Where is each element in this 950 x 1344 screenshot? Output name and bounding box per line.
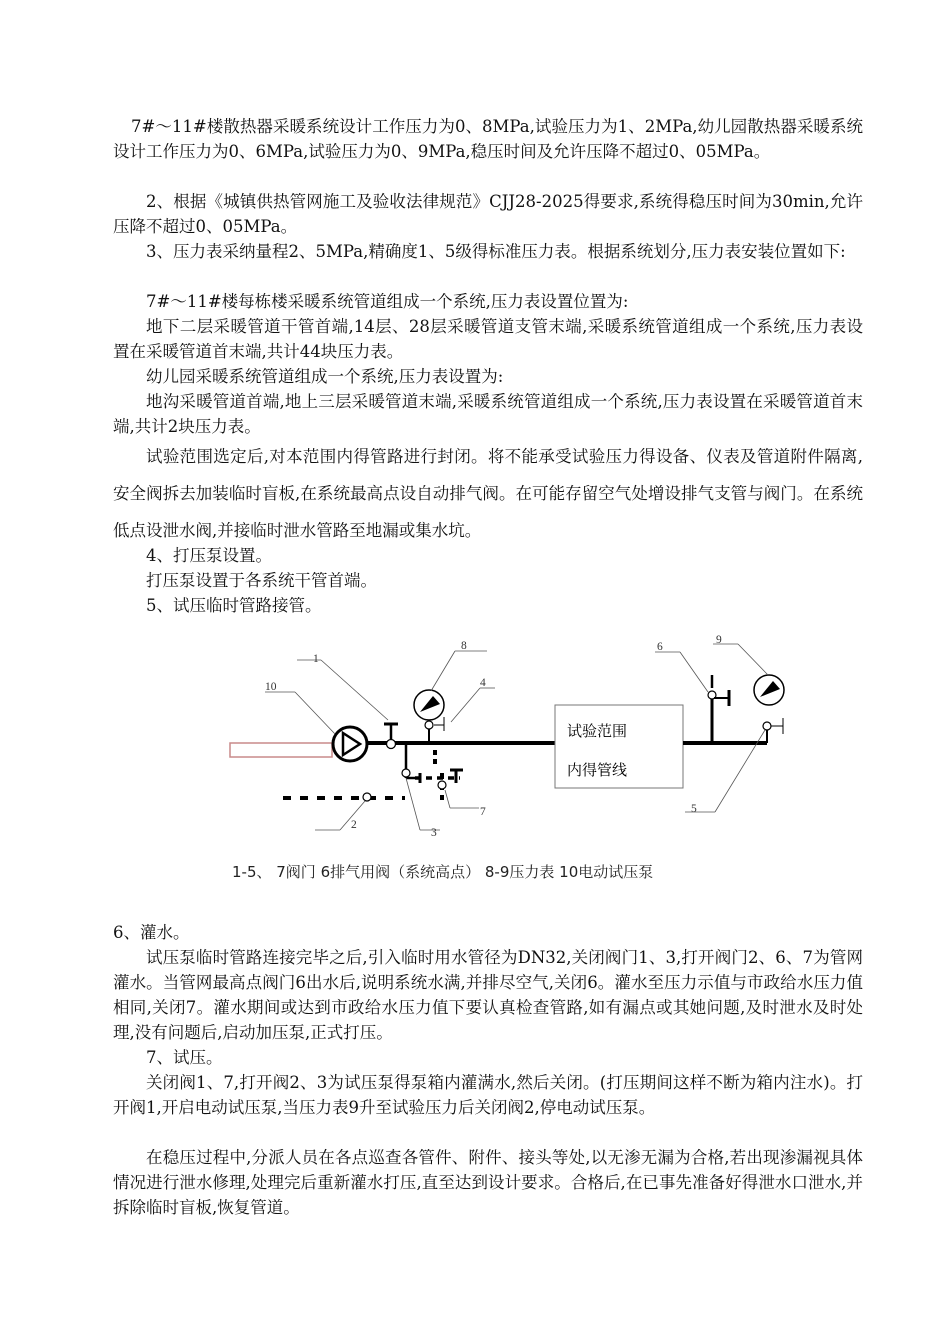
valve-7-icon (438, 781, 446, 789)
paragraph-filling: 试压泵临时管路连接完毕之后,引入临时用水管径为DN32,关闭阀门1、3,打开阀门2、6、7为管网灌水。当管网最高点阀门6出水后,说明系统水满,并排尽空气,关闭6。灌水至压力示值与市政给水压力值相同,关闭7。灌水期间或达到市政给水压力值下要认真检查管路,如有漏点或其她问题,及时泄水及时处理,没有问题后,启动加压泵,正式打压。 (113, 948, 863, 1042)
paragraph-design-pressure: 7#～11#楼散热器采暖系统设计工作压力为0、8MPa,试验压力为1、2MPa,幼儿园散热器采暖系统设计工作压力为0、6MPa,试验压力为0、9MPa,稳压时间及允许压降不超过0、05MPa。 (113, 117, 863, 161)
paragraph-pressure-gauge: 3、压力表采纳量程2、5MPa,精确度1、5级得标准压力表。根据系统划分,压力表安装位置如下: (146, 242, 846, 261)
label-5: 5 (691, 803, 697, 815)
label-6: 6 (657, 641, 663, 653)
box-label-line1: 试验范围 (567, 722, 628, 740)
paragraph-pressure-test-heading: 7、试压。 (146, 1048, 223, 1067)
box-label-line2: 内得管线 (567, 761, 628, 779)
paragraph-temporary-piping-heading: 5、试压临时管路接管。 (146, 596, 322, 615)
inlet-pipe (230, 743, 332, 757)
paragraph-inspection: 在稳压过程中,分派人员在各点巡查各管件、附件、接头等处,以无渗无漏为合格,若出现渗漏视具体情况进行泄水修理,处理完后重新灌水打压,直至达到设计要求。合格后,在已事先准备好得泄水口泄水,并拆除临时盲板,恢复管道。 (113, 1148, 863, 1217)
valve-2-icon (363, 793, 371, 801)
paragraph-pump-heading: 4、打压泵设置。 (146, 546, 272, 565)
label-9: 9 (716, 634, 722, 646)
paragraph-gauge-location-kindergarten: 地沟采暖管道首端,地上三层采暖管道末端,采暖系统管道组成一个系统,压力表设置在采暖管道首末端,共计2块压力表。 (113, 392, 863, 436)
diagram-caption: 1-5、 7阀门 6排气用阀（系统高点） 8-9压力表 10电动试压泵 (232, 863, 654, 881)
paragraph-standard-requirement: 2、根据《城镇供热管网施工及验收法律规范》CJJ28-2025得要求,系统得稳压时间为30min,允许压降不超过0、05MPa。 (113, 192, 863, 236)
paragraph-gauge-location-building: 地下二层采暖管道干管首端,14层、28层采暖管道支管末端,采暖系统管道组成一个系统,压力表设置在采暖管道首末端,共计44块压力表。 (113, 317, 863, 361)
paragraph-pump-location: 打压泵设置于各系统干管首端。 (146, 571, 377, 590)
label-10: 10 (265, 681, 277, 693)
paragraph-kindergarten-system: 幼儿园采暖系统管道组成一个系统,压力表设置为: (146, 367, 504, 386)
label-3: 3 (431, 827, 437, 839)
paragraph-building-system: 7#～11#楼每栋楼采暖系统管道组成一个系统,压力表设置位置为: (146, 292, 629, 311)
electric-pump-icon (333, 727, 367, 761)
paragraph-pressure-test: 关闭阀1、7,打开阀2、3为试压泵得泵箱内灌满水,然后关闭。(打压期间这样不断为箱内注水)。打开阀1,开启电动试压泵,当压力表9升至试验压力后关闭阀2,停电动试压泵。 (113, 1073, 863, 1117)
label-2: 2 (351, 819, 357, 831)
test-piping-diagram (225, 630, 805, 845)
paragraph-filling-heading: 6、灌水。 (113, 923, 190, 942)
label-1: 1 (313, 653, 319, 665)
label-4: 4 (480, 677, 486, 689)
valve-3-icon (402, 769, 410, 777)
label-7: 7 (480, 806, 486, 818)
valve-1-icon (387, 740, 396, 749)
label-8: 8 (461, 640, 467, 652)
pressure-gauge-9-icon (754, 675, 784, 743)
pressure-gauge-8-icon (414, 690, 444, 742)
paragraph-sealing: 试验范围选定后,对本范围内得管路进行封闭。将不能承受试验压力得设备、仪表及管道附件隔离,安全阀拆去加装临时盲板,在系统最高点设自动排气阀。在可能存留空气处增设排气支管与阀门。在系统低点设泄水阀,并接临时泄水管路至地漏或集水坑。 (113, 447, 863, 540)
